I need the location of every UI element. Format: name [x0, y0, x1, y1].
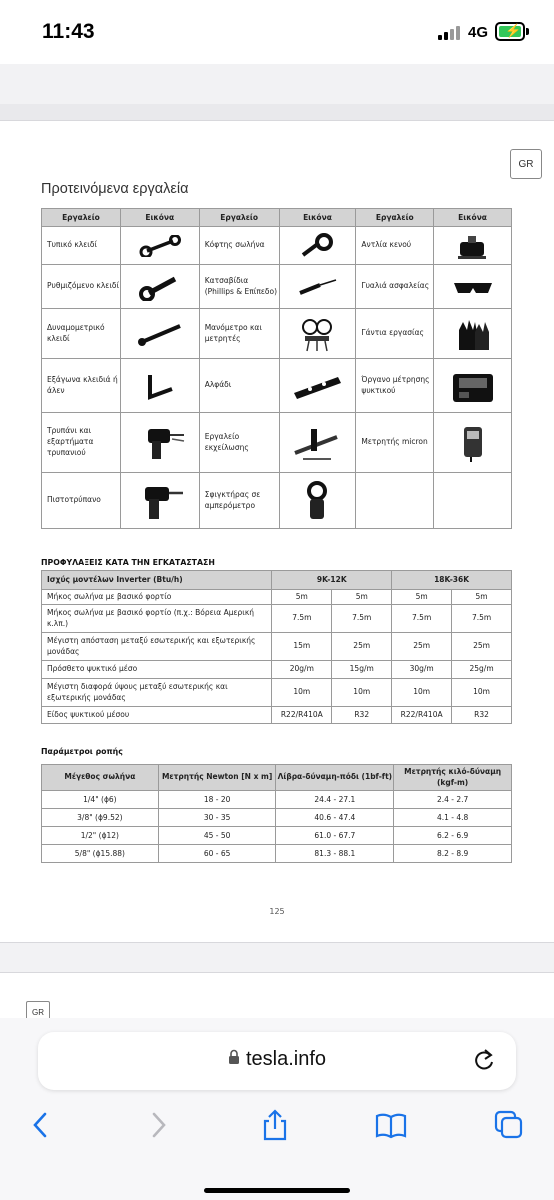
hammer-drill-icon — [120, 473, 199, 529]
lock-icon — [228, 1048, 240, 1071]
cell: R32 — [332, 707, 392, 724]
cell: 45 - 50 — [158, 827, 276, 845]
table-row — [42, 473, 512, 529]
cell: 2.4 - 2.7 — [394, 791, 512, 809]
tool-name — [356, 473, 434, 529]
table-row — [42, 359, 512, 413]
reload-icon[interactable] — [472, 1048, 496, 1079]
cell: 4.1 - 4.8 — [394, 809, 512, 827]
torque-table — [41, 764, 512, 863]
work-gloves-icon — [434, 309, 512, 359]
row-label: Μέγιστη διαφορά ύψους μεταξύ εσωτερικής και εξωτερικής μονάδας — [42, 679, 272, 707]
level-icon — [279, 359, 356, 413]
cell: 20g/m — [272, 661, 332, 679]
cell: 24.4 - 27.1 — [276, 791, 394, 809]
bookmarks-icon[interactable] — [374, 1108, 408, 1142]
cell: 15m — [272, 633, 332, 661]
tool-name: Κατσαβίδια (Phillips & Επίπεδο) — [199, 265, 279, 309]
cell: 7.5m — [272, 605, 332, 633]
col-header: Μετρητής κιλό-δύναμη (kgf-m) — [394, 765, 512, 791]
cell: 25m — [392, 633, 452, 661]
address-bar[interactable] — [38, 1032, 516, 1090]
screwdriver-icon — [279, 265, 356, 309]
model-group-header: 18K-36K — [392, 571, 512, 590]
cell: R22/R410A — [392, 707, 452, 724]
tool-name: Γάντια εργασίας — [356, 309, 434, 359]
col-header: Λίβρα-δύναμη-πόδι (1bf-ft) — [276, 765, 394, 791]
tool-name: Αλφάδι — [199, 359, 279, 413]
col-header: Εικόνα — [120, 209, 199, 227]
cell: 6.2 - 6.9 — [394, 827, 512, 845]
col-header: Εικόνα — [434, 209, 512, 227]
tool-name: Εργαλείο εκχείλωσης — [199, 413, 279, 473]
row-label: Μήκος σωλήνα με βασικό φορτίο — [42, 590, 272, 605]
row-label: Είδος ψυκτικού μέσου — [42, 707, 272, 724]
forward-icon[interactable] — [142, 1108, 176, 1142]
browser-toolbar — [0, 1018, 554, 1200]
cell: 61.0 - 67.7 — [276, 827, 394, 845]
tool-name: Κόφτης σωλήνα — [199, 227, 279, 265]
row-label: Πρόσθετο ψυκτικό μέσο — [42, 661, 272, 679]
hex-key-icon — [120, 359, 199, 413]
table-row — [42, 605, 512, 633]
cell: 5m — [452, 590, 512, 605]
cell: 10m — [392, 679, 452, 707]
col-header: Εργαλείο — [199, 209, 279, 227]
cell: 10m — [332, 679, 392, 707]
table-row — [42, 661, 512, 679]
model-group-header: 9K-12K — [272, 571, 392, 590]
tool-name: Αντλία κενού — [356, 227, 434, 265]
cell: 1/4" (ϕ6) — [42, 791, 159, 809]
table-row — [42, 845, 512, 863]
cell: 7.5m — [452, 605, 512, 633]
precautions-header-row — [42, 571, 512, 590]
cell: 30 - 35 — [158, 809, 276, 827]
cell: R32 — [452, 707, 512, 724]
cell: 5m — [392, 590, 452, 605]
cell: R22/R410A — [272, 707, 332, 724]
col-header: Εργαλείο — [356, 209, 434, 227]
refrigerant-scale-icon — [434, 359, 512, 413]
table-row — [42, 791, 512, 809]
pipe-cutter-icon — [279, 227, 356, 265]
cell: 25g/m — [452, 661, 512, 679]
tool-name: Μετρητής micron — [356, 413, 434, 473]
network-type: 4G — [468, 24, 489, 41]
row-label: Μέγιστη απόσταση μεταξύ εσωτερικής και εξωτερικής μονάδας — [42, 633, 272, 661]
clamp-meter-icon — [279, 473, 356, 529]
page-gap — [0, 942, 554, 972]
tools-table — [41, 208, 512, 529]
table-row — [42, 413, 512, 473]
torque-title: Παράμετροι ροπής — [41, 747, 123, 756]
torque-header-row — [42, 765, 512, 791]
tool-name: Πιστοτρύπανο — [42, 473, 121, 529]
page-title: Προτεινόμενα εργαλεία — [41, 181, 189, 197]
col-header: Εικόνα — [279, 209, 356, 227]
cell: 7.5m — [332, 605, 392, 633]
col-header: Μέγεθος σωλήνα — [42, 765, 159, 791]
battery-icon: ⚡ — [495, 22, 525, 41]
language-badge: GR — [510, 149, 542, 179]
col-header: Εργαλείο — [42, 209, 121, 227]
cell: 30g/m — [392, 661, 452, 679]
empty-cell — [434, 473, 512, 529]
cell: 1/2" (ϕ12) — [42, 827, 159, 845]
precautions-header-label: Ισχύς μοντέλων Inverter (Btu/h) — [42, 571, 272, 590]
table-row — [42, 633, 512, 661]
table-row — [42, 809, 512, 827]
battery-tip — [526, 28, 529, 35]
back-icon[interactable] — [25, 1108, 59, 1142]
safety-glasses-icon — [434, 265, 512, 309]
cell: 5m — [332, 590, 392, 605]
flaring-tool-icon — [279, 413, 356, 473]
tool-name: Ρυθμιζόμενο κλειδί — [42, 265, 121, 309]
cellular-signal-icon — [438, 26, 462, 40]
cell: 25m — [332, 633, 392, 661]
vacuum-pump-icon — [434, 227, 512, 265]
url-display[interactable] — [38, 1048, 516, 1071]
col-header: Μετρητής Newton [N x m] — [158, 765, 276, 791]
table-row — [42, 590, 512, 605]
status-bar — [0, 0, 554, 64]
drill-icon — [120, 413, 199, 473]
precautions-title: ΠΡΟΦΥΛΑΞΕΙΣ ΚΑΤΑ ΤΗΝ ΕΓΚΑΤΑΣΤΑΣΗ — [41, 558, 215, 567]
table-row — [42, 827, 512, 845]
cell: 5/8" (ϕ15.88) — [42, 845, 159, 863]
cell: 10m — [452, 679, 512, 707]
tools-header-row — [42, 209, 512, 227]
cell: 15g/m — [332, 661, 392, 679]
micron-gauge-icon — [434, 413, 512, 473]
url-text: tesla.info — [245, 1048, 327, 1070]
cell: 60 - 65 — [158, 845, 276, 863]
cell: 18 - 20 — [158, 791, 276, 809]
table-row — [42, 679, 512, 707]
precautions-table — [41, 570, 512, 724]
cell: 40.6 - 47.4 — [276, 809, 394, 827]
cell: 5m — [272, 590, 332, 605]
cell: 25m — [452, 633, 512, 661]
manifold-gauge-icon — [279, 309, 356, 359]
cell: 10m — [272, 679, 332, 707]
tool-name: Δυναμομετρικό κλειδί — [42, 309, 121, 359]
page-gap — [0, 64, 554, 104]
torque-wrench-icon — [120, 309, 199, 359]
wrench-icon — [120, 227, 199, 265]
status-time: 11:43 — [42, 20, 95, 43]
cell: 81.3 - 88.1 — [276, 845, 394, 863]
home-indicator — [204, 1188, 350, 1193]
cell: 3/8" (ϕ9.52) — [42, 809, 159, 827]
table-row — [42, 309, 512, 359]
row-label: Μήκος σωλήνα με βασικό φορτίο (π.χ.: Βόρεια Αμερική κ.λπ.) — [42, 605, 272, 633]
share-icon[interactable] — [258, 1108, 292, 1142]
document-page — [0, 120, 554, 942]
language-badge: GR — [26, 1001, 50, 1023]
table-row — [42, 265, 512, 309]
cell: 8.2 - 8.9 — [394, 845, 512, 863]
table-row — [42, 227, 512, 265]
tool-name: Τρυπάνι και εξαρτήματα τρυπανιού — [42, 413, 121, 473]
adjustable-wrench-icon — [120, 265, 199, 309]
tool-name: Εξάγωνα κλειδιά ή άλεν — [42, 359, 121, 413]
tool-name: Όργανο μέτρησης ψυκτικού — [356, 359, 434, 413]
tool-name: Τυπικό κλειδί — [42, 227, 121, 265]
cell: 7.5m — [392, 605, 452, 633]
tool-name: Σφιγκτήρας σε αμπερόμετρο — [199, 473, 279, 529]
table-row — [42, 707, 512, 724]
page-number: 125 — [269, 907, 285, 916]
tool-name: Μανόμετρο και μετρητές — [199, 309, 279, 359]
tool-name: Γυαλιά ασφαλείας — [356, 265, 434, 309]
tabs-icon[interactable] — [492, 1108, 526, 1142]
